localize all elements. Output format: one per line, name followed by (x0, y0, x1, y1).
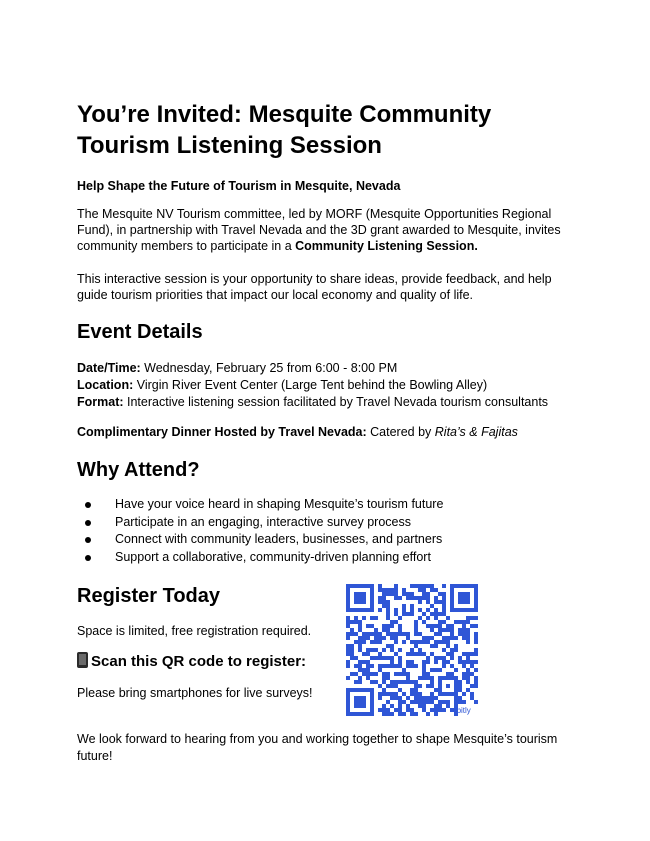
bullet-icon (85, 520, 91, 526)
list-item: Connect with community leaders, businesses, and partners (77, 531, 443, 549)
dinner-line (77, 424, 518, 440)
dinner-text: Catered by (366, 425, 435, 439)
why-attend-list (77, 496, 443, 566)
smartphone-note: Please bring smartphones for live surveys! (77, 686, 313, 700)
subtitle: Help Shape the Future of Tourism in Mesquite, Nevada (77, 179, 401, 193)
register-heading: Register Today (77, 585, 220, 607)
why-attend-heading: Why Attend? (77, 459, 200, 481)
format-line (77, 394, 577, 411)
location-label: Location: (77, 378, 134, 392)
intro-paragraph-2: This interactive session is your opportunity to share ideas, provide feedback, and help guide tourism priorities that impact our local economy and quality of life. (77, 272, 552, 302)
datetime-line (77, 360, 577, 377)
bullet-icon (85, 537, 91, 543)
closing-paragraph: We look forward to hearing from you and working together to shape Mesquite’s tourism future! (77, 732, 558, 763)
event-details-heading: Event Details (77, 321, 203, 343)
datetime-label: Date/Time: (77, 361, 141, 375)
location-line (77, 377, 577, 394)
registration-note: Space is limited, free registration required. (77, 624, 312, 638)
bullet-icon (85, 555, 91, 561)
mobile-phone-icon (77, 652, 88, 668)
bullet-icon (85, 502, 91, 508)
list-item: Support a collaborative, community-driven planning effort (77, 549, 443, 567)
format-value: Interactive listening session facilitated by Travel Nevada tourism consultants (123, 395, 549, 409)
list-item: Participate in an engaging, interactive survey process (77, 514, 443, 532)
list-item: Have your voice heard in shaping Mesquite’s tourism future (77, 496, 443, 514)
scan-instruction (77, 652, 306, 672)
scan-text: Scan this QR code to register: (91, 653, 307, 670)
intro-paragraph (77, 206, 572, 254)
dinner-caterer: Rita’s & Fajitas (434, 425, 518, 439)
qr-bitly-label: bitly (456, 706, 471, 716)
event-details (77, 360, 577, 411)
datetime-value: Wednesday, February 25 from 6:00 - 8:00 PM (140, 361, 398, 375)
page-title: You’re Invited: Mesquite Community Tourism Listening Session (77, 101, 492, 159)
format-label: Format: (77, 395, 124, 409)
registration-qr-code[interactable] (346, 584, 478, 716)
intro-text: The Mesquite NV Tourism committee, led by MORF (Mesquite Opportunities Regional Fund), in partnership with Travel Nevada and the 3D grant awarded to Mesquite, invites community members to participate in a (77, 207, 561, 253)
location-value: Virgin River Event Center (Large Tent behind the Bowling Alley) (133, 378, 488, 392)
intro-bold-text: Community Listening Session. (295, 239, 478, 253)
dinner-label: Complimentary Dinner Hosted by Travel Nevada: (77, 425, 367, 439)
